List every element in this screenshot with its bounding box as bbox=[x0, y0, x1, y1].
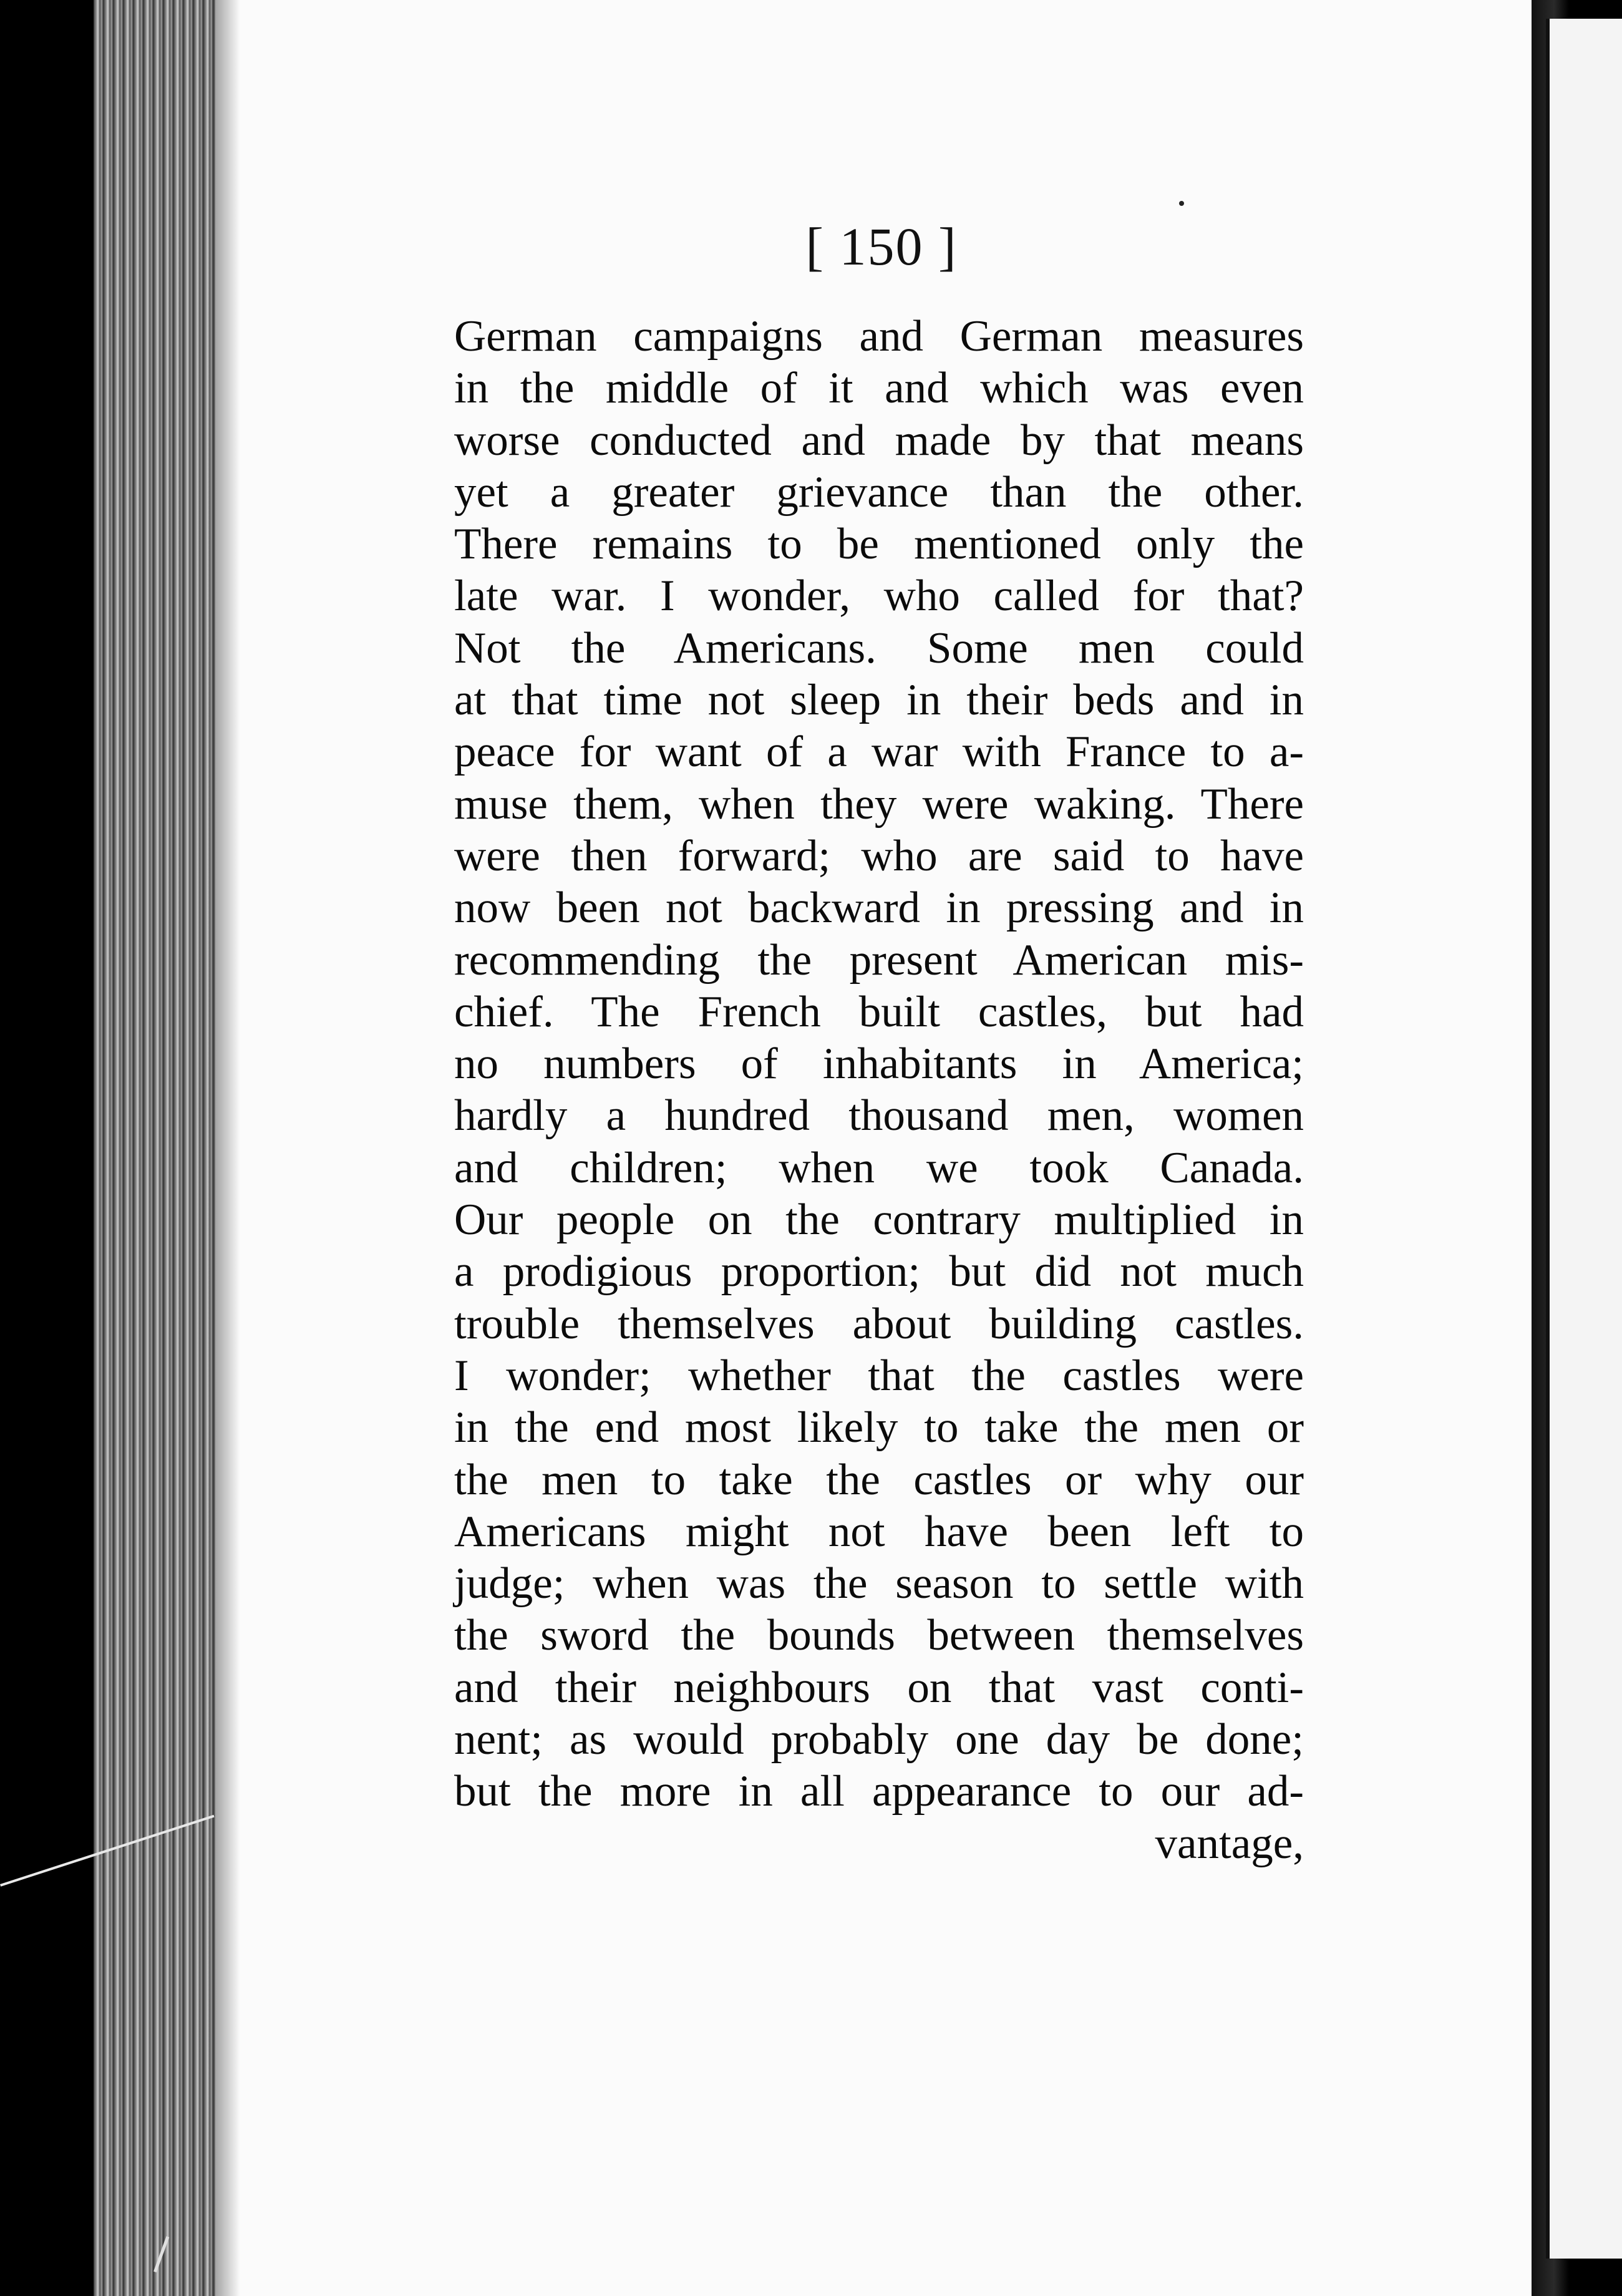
text-line: no numbers of inhabitants in America; bbox=[454, 1039, 1304, 1089]
text-line: recommending the present American mis- bbox=[454, 935, 1304, 985]
text-line: in the end most likely to take the men or bbox=[454, 1403, 1304, 1452]
text-line: the men to take the castles or why our bbox=[454, 1455, 1304, 1504]
text-line: and children; when we took Canada. bbox=[454, 1143, 1304, 1192]
text-line: Americans might not have been left to bbox=[454, 1507, 1304, 1556]
text-line: I wonder; whether that the castles were bbox=[454, 1351, 1304, 1400]
text-line: and their neighbours on that vast conti- bbox=[454, 1663, 1304, 1712]
text-line: but the more in all appearance to our ad- bbox=[454, 1767, 1304, 1816]
text-line: peace for want of a war with France to a- bbox=[454, 727, 1304, 777]
text-line: worse conducted and made by that means bbox=[454, 416, 1304, 465]
text-line: now been not backward in pressing and in bbox=[454, 883, 1304, 933]
text-line: German campaigns and German measures bbox=[454, 312, 1304, 361]
text-line: at that time not sleep in their beds and in bbox=[454, 676, 1304, 725]
page-number: [ 150 ] bbox=[805, 216, 958, 276]
text-line: hardly a hundred thousand men, women bbox=[454, 1091, 1304, 1141]
text-line: late war. I wonder, who called for that? bbox=[454, 572, 1304, 621]
facing-page-edge bbox=[1546, 19, 1622, 2259]
body-text bbox=[454, 311, 1304, 1870]
text-line: There remains to be mentioned only the bbox=[454, 520, 1304, 569]
text-line: were then forward; who are said to have bbox=[454, 831, 1304, 880]
ink-speck bbox=[1179, 201, 1184, 206]
text-line: Our people on the contrary multiplied in bbox=[454, 1195, 1304, 1245]
text-line: nent; as would probably one day be done; bbox=[454, 1715, 1304, 1764]
book-page-edges bbox=[94, 0, 218, 2296]
text-line: Not the Americans. Some men could bbox=[454, 623, 1304, 673]
text-line: the sword the bounds between themselves bbox=[454, 1611, 1304, 1660]
spine-shadow bbox=[215, 0, 240, 2296]
catchword-line: vantage, bbox=[1155, 1819, 1304, 1868]
text-line: yet a greater grievance than the other. bbox=[454, 467, 1304, 517]
text-line: in the middle of it and which was even bbox=[454, 364, 1304, 413]
text-line: chief. The French built castles, but had bbox=[454, 987, 1304, 1036]
text-line: judge; when was the season to settle with bbox=[454, 1559, 1304, 1608]
text-line: a prodigious proportion; but did not much bbox=[454, 1247, 1304, 1296]
text-line: trouble themselves about building castles. bbox=[454, 1299, 1304, 1348]
text-line: muse them, when they were waking. There bbox=[454, 779, 1304, 829]
